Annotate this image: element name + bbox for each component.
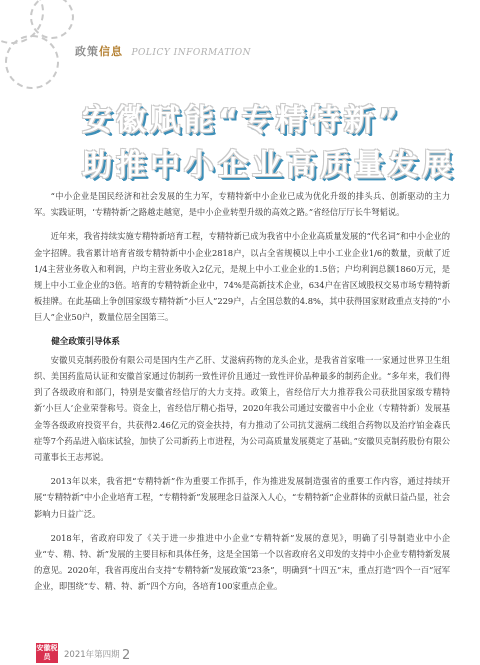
page-title-line1: 安徽赋能“专精特新” — [82, 103, 402, 138]
gear-icon — [30, 0, 74, 39]
paragraph: 2013年以来，我省把“专精特新”作为重要工作抓手，作为推进发展制造强省的重要工作内容，通过持续开展“专精特新”中小企业培育工程，“专精特新”发展理念日益深入人心，“专精特新”企业群体的贡献日益凸显，社会影响力日益广泛。 — [34, 476, 450, 519]
article-body — [34, 188, 450, 603]
issue-label: 2021年第四期 — [64, 650, 120, 660]
page-footer — [0, 643, 480, 665]
section-heading: 健全政策引导体系 — [51, 336, 120, 347]
paragraph: 近年来，我省持续实施专精特新培育工程，专精特新已成为我省中小企业高质量发展的“代名词”和中小企业的金字招牌。我省累计培育省级专精特新中小企业2818户，以占全省规模以上中小工业企业1/6的数量，贡献了近1/4主营业务收入和利润，户均主营业务收入2亿元，是规上中小工业企业的1.5倍；户均利润总额1860万元，是规上中小工业企业的3倍。培育的专精特新企业中，74%是高新技术企业，634户在省区域股权交易市场专精特新板挂牌。在此基础上争创国家级专精特新“小巨人”229户，占全国总数的4.8%，其中获得国家财政重点支持的“小巨人”企业50户，数量位居全国第三。 — [34, 231, 450, 323]
page-number: 2 — [122, 648, 131, 663]
page-title-line2: 助推中小企业高质量发展 — [82, 148, 456, 183]
section-label-part1: 政策 — [75, 45, 99, 58]
section-header — [75, 43, 251, 59]
gear-icon — [5, 35, 59, 89]
section-label-en: POLICY INFORMATION — [131, 48, 252, 58]
publication-badge: 安徽税员 — [36, 644, 58, 661]
paragraph: 2018年，省政府印发了《关于进一步推进中小企业“专精特新”发展的意见》，明确了引导制造业中小企业“专、精、特、新”发展的主要目标和具体任务，这是全国第一个以省政府名义印发的支持中小企业专精特新发展的意见。2020年，我省再度出台支持“专精特新”发展政策“23条”，明确到“十四五”末，重点打造“四个一百”冠军企业，即围绕“专、精、特、新”四个方向，各培育100家重点企业。 — [34, 532, 450, 592]
section-label-part2: 信息 — [99, 45, 123, 58]
paragraph: 安徽贝克制药股份有限公司是国内生产乙肝、艾滋病药物的龙头企业，是我省首家唯一一家通过世界卫生组织、美国药监局认证和安徽首家通过仿制药一致性评价且通过一致性评价品种最多的制药企业。“多年来，我们得到了各级政府和部门，特别是安徽省经信厅的大力支持。政策上，省经信厅大力推荐我公司获批国家级专精特新‘小巨人’企业荣誉称号。资金上，省经信厅精心指导，2020年我公司通过安徽省中小企业（专精特新）发展基金等各级政府投资平台，共获得2.46亿元的资金扶持，有力推动了公司抗艾滋病二线组合药物以及治疗铂金森氏症等7个药品进入临床试验，加快了公司新药上市进程，为公司高质量发展奠定了基础。”安徽贝克制药股份有限公司董事长王志邦说。 — [34, 354, 450, 463]
paragraph: “中小企业是国民经济和社会发展的生力军，专精特新中小企业已成为优化升级的排头兵、创新驱动的主力军。实践证明，‘专精特新’之路越走越宽，是中小企业转型升级的高效之路。”省经信厅厅长牛弩韬说。 — [34, 191, 450, 218]
